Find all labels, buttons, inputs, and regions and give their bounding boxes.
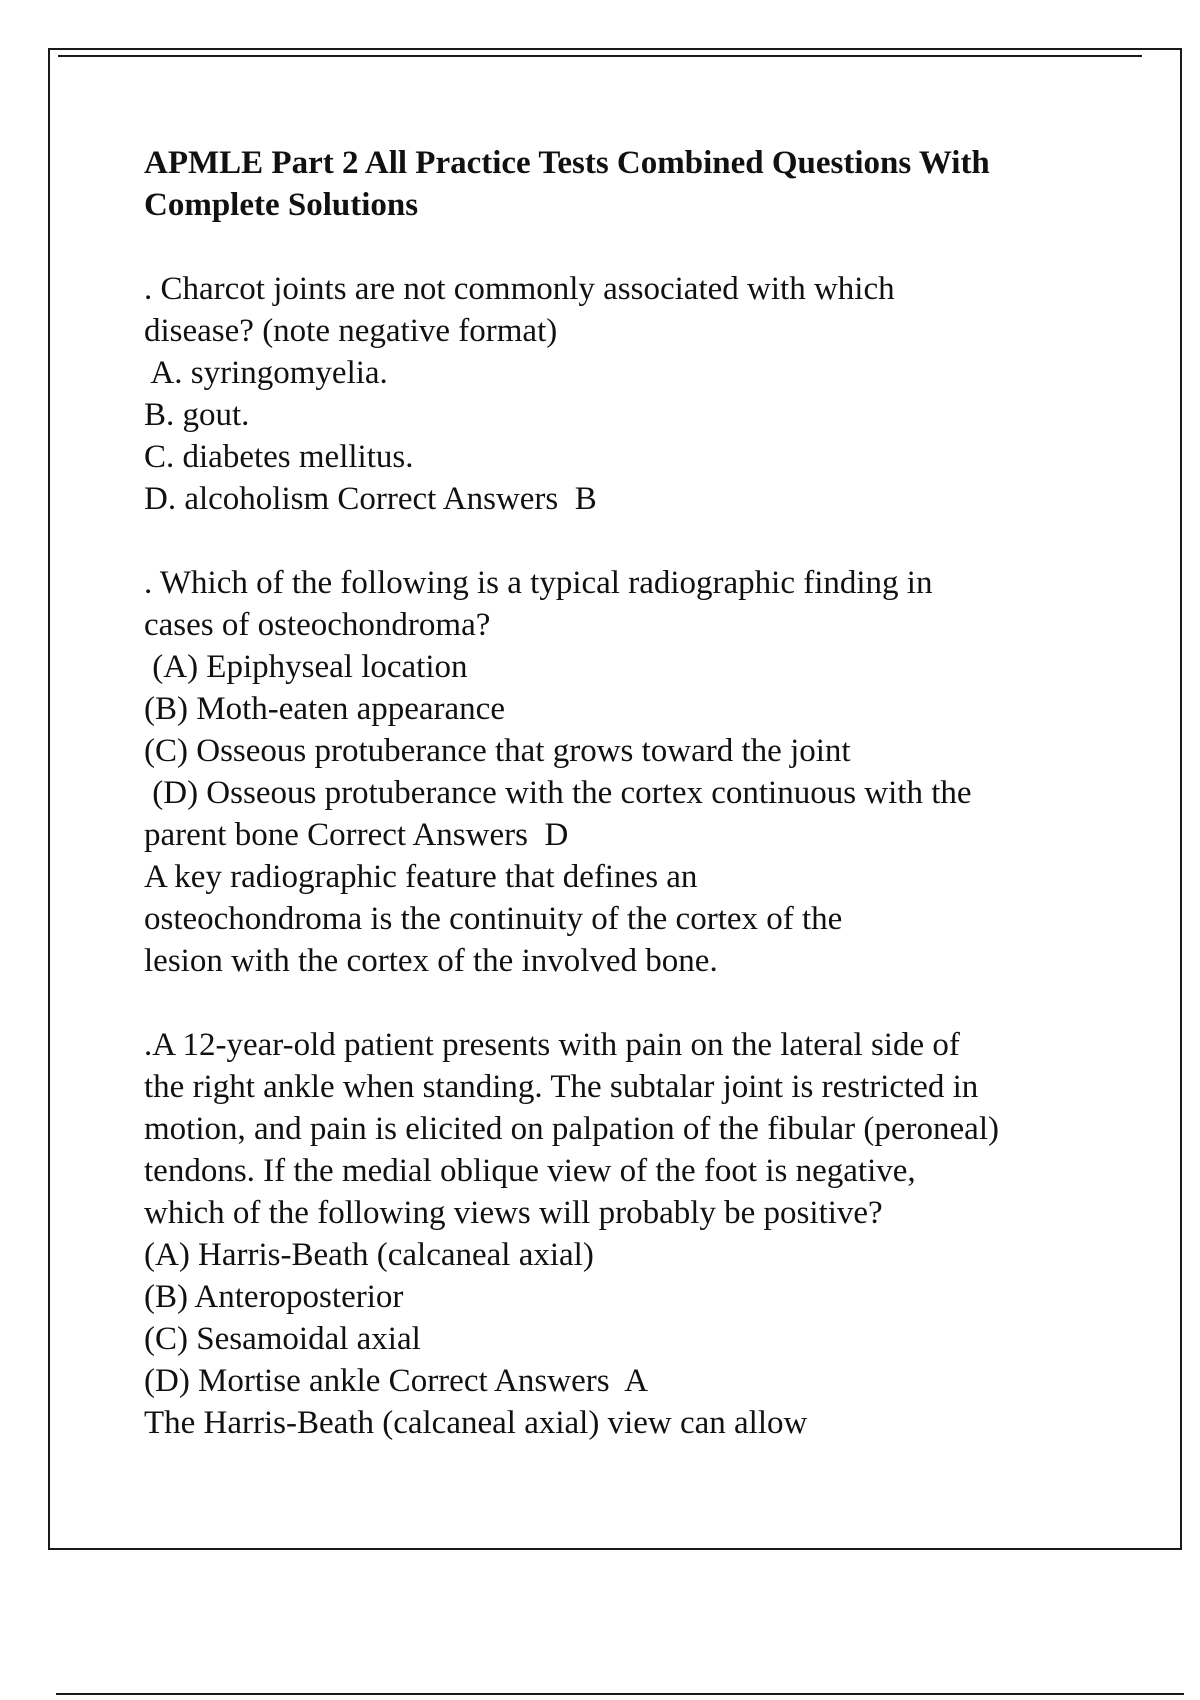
question-line: disease? (note negative format): [144, 313, 558, 349]
question-line: the right ankle when standing. The subtalar joint is restricted in: [144, 1069, 979, 1105]
question-2: [144, 562, 1104, 982]
answer-option: (A) Harris-Beath (calcaneal axial): [144, 1237, 594, 1273]
answer-option: (D) Osseous protuberance with the cortex continuous with the: [144, 775, 972, 811]
title-line: APMLE Part 2 All Practice Tests Combined Questions With: [144, 145, 990, 181]
answer-option: (C) Osseous protuberance that grows toward the joint: [144, 733, 851, 769]
footer-rule: [56, 1693, 1184, 1695]
answer-option: (A) Epiphyseal location: [144, 649, 468, 685]
question-3: [144, 1024, 1104, 1444]
answer-option: parent bone Correct Answers D: [144, 817, 569, 853]
question-line: . Which of the following is a typical radiographic finding in: [144, 565, 933, 601]
answer-option: (C) Sesamoidal axial: [144, 1321, 421, 1357]
question-line: which of the following views will probably be positive?: [144, 1195, 883, 1231]
answer-option: (D) Mortise ankle Correct Answers A: [144, 1363, 649, 1399]
answer-option: C. diabetes mellitus.: [144, 439, 414, 475]
document-title: [144, 142, 1104, 226]
question-line: . Charcot joints are not commonly associated with which: [144, 271, 895, 307]
document-body: [144, 142, 1104, 1486]
question-line: cases of osteochondroma?: [144, 607, 491, 643]
question-line: .A 12-year-old patient presents with pain on the lateral side of: [144, 1027, 960, 1063]
title-line: Complete Solutions: [144, 187, 419, 223]
answer-option: A. syringomyelia.: [144, 355, 388, 391]
explanation-line: The Harris-Beath (calcaneal axial) view can allow: [144, 1405, 808, 1441]
answer-option: (B) Moth-eaten appearance: [144, 691, 505, 727]
answer-option: D. alcoholism Correct Answers B: [144, 481, 597, 517]
question-line: tendons. If the medial oblique view of the foot is negative,: [144, 1153, 916, 1189]
question-1: [144, 268, 1104, 520]
answer-option: B. gout.: [144, 397, 250, 433]
explanation-line: lesion with the cortex of the involved bone.: [144, 943, 718, 979]
question-line: motion, and pain is elicited on palpation of the fibular (peroneal): [144, 1111, 999, 1147]
answer-option: (B) Anteroposterior: [144, 1279, 404, 1315]
explanation-line: osteochondroma is the continuity of the cortex of the: [144, 901, 843, 937]
top-rule: [58, 55, 1142, 57]
explanation-line: A key radiographic feature that defines an: [144, 859, 698, 895]
